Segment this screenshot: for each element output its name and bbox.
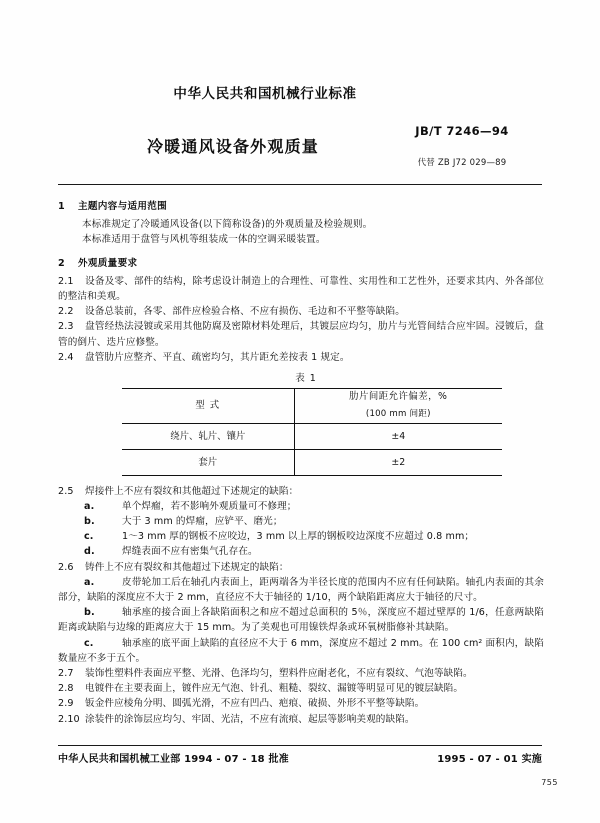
clause-2-5-item-d (58, 544, 544, 559)
section-1-paragraph-2: 本标准适用于盘管与风机等组装成一体的空调采暖装置。 (82, 234, 326, 246)
table-row (122, 423, 502, 449)
clause-2-5-text: 焊接件上不应有裂纹和其他超过下述规定的缺陷： (85, 485, 299, 497)
section-2-number: 2 (58, 257, 65, 269)
clause-2-6-item-c-letter: c. (84, 637, 94, 649)
section-2-heading (58, 256, 544, 271)
clause-2-1-number: 2.1 (58, 275, 74, 287)
section-1-heading (58, 199, 544, 214)
clause-2-5-item-c (58, 529, 544, 544)
section-2-title: 外观质量要求 (78, 257, 138, 269)
document-header (58, 82, 542, 178)
clause-2-3-text: 盘管经热法浸镀或采用其他防腐及密隙材料处理后，其镀层应均匀，肋片与光管间结合应牢固。浸镀后，盘管的倒片、迭片应修整。 (58, 321, 544, 348)
table-1-header-type: 型 式 (122, 389, 294, 423)
title-row (58, 124, 542, 178)
clause-2-6-item-c (58, 636, 544, 666)
approval-statement: 中华人民共和国机械工业部 1994 - 07 - 18 批准 (58, 754, 289, 765)
header-divider-rule (58, 184, 542, 185)
clause-2-6-item-a-text: 皮带轮加工后在轴孔内表面上，距两端各为半径长度的范围内不应有任何缺陷。轴孔内表面的其余部分，缺陷的深度应不大于 2 mm，直径应不大于轴径的 1/10，两个缺陷距离应大于轴径的尺寸。 (58, 576, 544, 604)
clause-2-1-text: 设备及零、部件的结构，除考虑设计制造上的合理性、可靠性、实用性和工艺性外，还要求其内、外各部位的整洁和美观。 (58, 275, 544, 303)
clause-2-9-text: 钣金件应棱角分明、圆弧光滑，不应有凹凸、疤痕、破损、外形不平整等缺陷。 (85, 698, 425, 710)
clause-2-2 (58, 304, 544, 319)
clause-2-6-item-a (58, 575, 544, 605)
clause-2-4-text: 盘管肋片应整齐、平直、疏密均匀，其片距允差按表 1 规定。 (85, 351, 350, 363)
clause-2-5-item-c-text: 1～3 mm 厚的钢板不应咬边，3 mm 以上厚的钢板咬边深度不应超过 0.8 mm； (122, 531, 475, 543)
table-1-row-1-type: 套片 (122, 449, 294, 475)
clause-2-2-text: 设备总装前，各零、部件应检验合格、不应有损伤、毛边和不平整等缺陷。 (85, 306, 405, 318)
table-1-row-0-tolerance: ±4 (294, 423, 502, 449)
clause-2-5-item-a (58, 499, 544, 514)
clause-2-9 (58, 696, 544, 711)
clause-2-3 (58, 319, 544, 349)
clause-2-5-item-d-letter: d. (84, 546, 95, 558)
issuing-organization: 中华人民共和国机械行业标准 (173, 86, 357, 102)
table-1-wrapper (58, 371, 544, 476)
page-number: 755 (541, 778, 558, 787)
clause-2-5-item-b-text: 大于 3 mm 的焊瘤，应铲平、磨光； (122, 516, 283, 528)
clause-2-6 (58, 560, 544, 575)
clause-2-5 (58, 484, 544, 499)
table-1-header-tolerance-line2: (100 mm 间距) (365, 409, 431, 420)
clause-2-5-item-d-text: 焊缝表面不应有密集气孔存在。 (122, 546, 258, 558)
clause-2-4-number: 2.4 (58, 351, 74, 363)
document-footer (58, 750, 542, 770)
clause-2-6-item-b-text: 轴承座的接合面上各缺陷面积之和应不超过总面积的 5％，深度应不超过壁厚的 1/6，任意两缺陷距离或缺陷与边缘的距离应大于 15 mm。为了美观也可用镍铁焊条或环氧树脂修补其缺陷。 (58, 607, 544, 634)
clause-2-5-item-a-text: 单个焊瘤，若不影响外观质量可不修理； (122, 500, 297, 512)
standard-replaces: 代替 ZB J72 029—89 (417, 158, 507, 168)
section-1-number: 1 (58, 201, 65, 212)
clause-2-7 (58, 666, 544, 681)
clause-2-5-item-a-letter: a. (84, 500, 95, 512)
clause-2-5-number: 2.5 (58, 485, 74, 497)
clause-2-6-item-b (58, 605, 544, 635)
clause-2-4 (58, 350, 544, 365)
table-1 (122, 388, 502, 475)
clause-2-10 (58, 712, 544, 727)
clause-2-8-text: 电镀件在主要表面上，镀件应无气泡、针孔、粗糙、裂纹、漏镀等明显可见的镀层缺陷。 (85, 683, 464, 695)
footer-divider-rule (58, 745, 542, 746)
clause-2-5-item-c-letter: c. (84, 531, 94, 543)
clause-2-7-number: 2.7 (58, 668, 74, 680)
table-1-row-1-tolerance: ±2 (294, 449, 502, 475)
clause-2-6-text: 铸件上不应有裂纹和其他超过下述规定的缺陷： (85, 561, 289, 573)
clause-2-9-number: 2.9 (58, 698, 74, 710)
clause-2-2-number: 2.2 (58, 306, 74, 318)
standard-meta (382, 124, 542, 168)
clause-2-8-number: 2.8 (58, 683, 74, 695)
clause-2-5-item-b (58, 514, 544, 529)
clause-2-6-number: 2.6 (58, 561, 74, 573)
clause-2-8 (58, 681, 544, 696)
clause-2-10-text: 涂装件的涂饰层应均匀、牢固、光洁，不应有流痕、起层等影响美观的缺陷。 (85, 713, 415, 725)
clause-2-6-item-a-letter: a. (84, 576, 95, 588)
table-1-row-0-type: 绕片、轧片、镶片 (122, 423, 294, 449)
implementation-date: 1995 - 07 - 01 实施 (437, 754, 542, 765)
clause-2-1 (58, 274, 544, 304)
clause-2-6-item-c-text: 轴承座的底平面上缺陷的直径应不大于 6 mm，深度应不超过 2 mm。在 100 cm² 面积内，缺陷数量应不多于五个。 (58, 637, 544, 664)
document-title: 冷暖通风设备外观质量 (146, 137, 319, 156)
table-1-header-tolerance-line1: 肋片间距允许偏差，% (349, 391, 448, 403)
clause-2-6-item-b-letter: b. (84, 607, 95, 619)
clause-2-5-item-b-letter: b. (84, 516, 95, 528)
clause-2-3-number: 2.3 (58, 321, 74, 333)
table-row (122, 449, 502, 475)
table-1-header-row (122, 389, 502, 423)
document-body (58, 196, 544, 727)
clause-2-7-text: 装饰性塑料件表面应平整、光滑、色泽均匀，塑料件应耐老化，不应有裂纹、气泡等缺陷。 (85, 668, 473, 680)
table-1-caption: 表 1 (295, 373, 317, 385)
table-1-header-tolerance (294, 389, 502, 423)
section-1-paragraph-1: 本标准规定了冷暖通风设备(以下简称设备)的外观质量及检验规则。 (82, 219, 373, 231)
section-1-title: 主题内容与适用范围 (78, 201, 168, 212)
standard-number: JB/T 7246—94 (415, 124, 509, 138)
clause-2-10-number: 2.10 (58, 713, 80, 725)
